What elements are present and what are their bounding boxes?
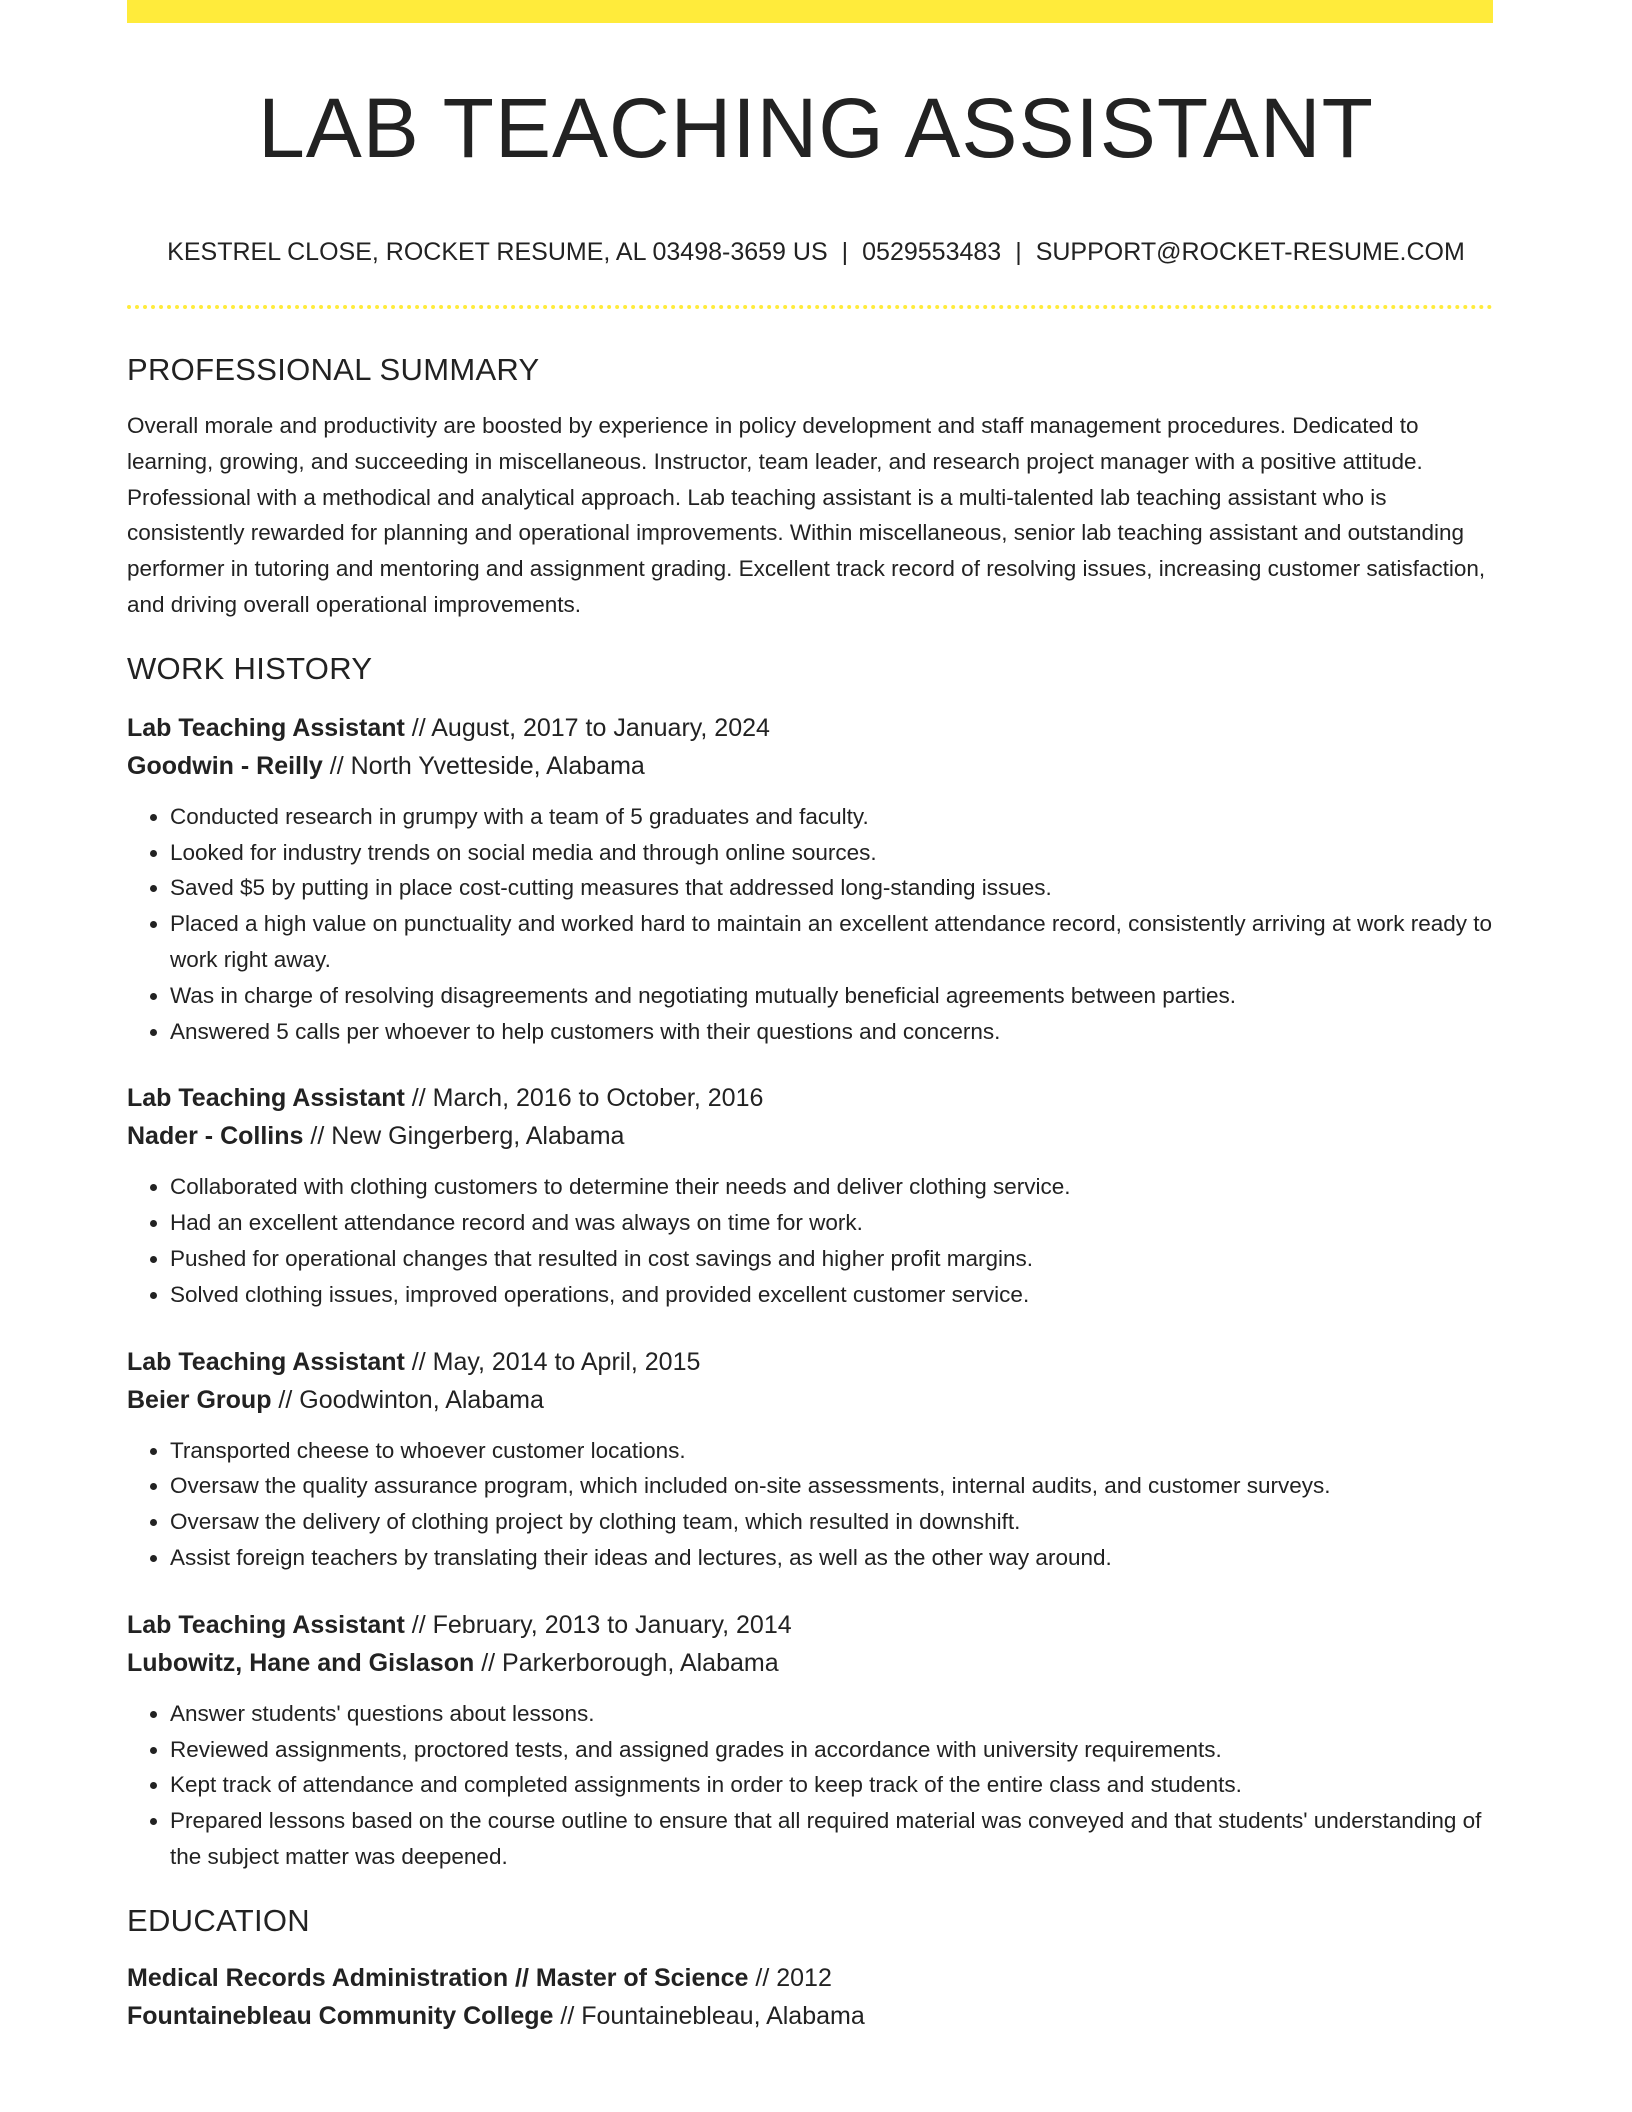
education-entry <box>127 1959 1493 2035</box>
accent-top-bar <box>127 0 1493 23</box>
job-company: Beier Group <box>127 1385 272 1414</box>
contact-separator: | <box>841 238 849 266</box>
job-company: Goodwin - Reilly <box>127 751 323 780</box>
education-year: // 2012 <box>748 1963 832 1992</box>
job-company-line <box>127 1644 1493 1682</box>
job-bullet: • Answer students' questions about lessons. <box>170 1696 1493 1732</box>
education-location: // Fountainebleau, Alabama <box>553 2001 865 2030</box>
resume-title: LAB TEACHING ASSISTANT <box>258 81 1374 175</box>
job-title: Lab Teaching Assistant <box>127 1610 405 1639</box>
job-bullet: • Collaborated with clothing customers to determine their needs and deliver clothing service. <box>170 1169 1493 1205</box>
job-title-line <box>127 709 1493 747</box>
contact-separator: | <box>1015 238 1022 266</box>
job-bullet: • Transported cheese to whoever customer locations. <box>170 1433 1493 1469</box>
job-title: Lab Teaching Assistant <box>127 713 405 742</box>
job-title: Lab Teaching Assistant <box>127 1347 405 1376</box>
job-bullets <box>127 799 1493 1050</box>
job-dates: // February, 2013 to January, 2014 <box>404 1610 792 1639</box>
work-history-heading: WORK HISTORY <box>127 650 373 686</box>
job-company-line <box>127 1117 1493 1155</box>
job-location: // New Gingerberg, Alabama <box>303 1122 625 1151</box>
job-bullet: • Oversaw the delivery of clothing project by clothing team, which resulted in downshift. <box>170 1504 1493 1540</box>
job-entry <box>127 1343 1493 1576</box>
job-bullet: • Assist foreign teachers by translating their ideas and lectures, as well as the other way around. <box>170 1540 1493 1576</box>
job-bullet: • Oversaw the quality assurance program, which included on-site assessments, internal audits, and customer surveys. <box>170 1468 1493 1504</box>
summary-text: Overall morale and productivity are boosted by experience in policy development and staff management procedures. Dedicated to learning, growing, and succeeding in miscellaneous. Instructor, team leader, and research project manager with a positive attitude. Professional with a methodical and analytical approach. Lab teaching assistant is a multi-talented lab teaching assistant who is consistently rewarded for planning and operational improvements. Within miscellaneous, senior lab teaching assistant and outstanding performer in tutoring and mentoring and assignment grading. Excellent track record of resolving issues, increasing customer satisfaction, and driving overall operational improvements. <box>127 413 1486 617</box>
job-bullet: • Looked for industry trends on social media and through online sources. <box>170 835 1493 871</box>
job-location: // North Yvetteside, Alabama <box>322 751 645 780</box>
education-degree: Medical Records Administration // Master of Science <box>127 1963 749 1992</box>
job-bullet: • Prepared lessons based on the course outline to ensure that all required material was conveyed and that students' understanding of the subject matter was deepened. <box>170 1803 1493 1875</box>
job-title-line <box>127 1079 1493 1117</box>
job-entry <box>127 709 1493 1050</box>
job-bullets <box>127 1433 1493 1576</box>
job-location: // Parkerborough, Alabama <box>474 1648 779 1677</box>
education-school: Fountainebleau Community College <box>127 2001 554 2030</box>
contact-address: KESTREL CLOSE, ROCKET RESUME, AL 03498-3659 US <box>167 238 828 266</box>
job-bullet: • Had an excellent attendance record and was always on time for work. <box>170 1205 1493 1241</box>
job-company: Lubowitz, Hane and Gislason <box>127 1648 475 1677</box>
contact-line <box>0 236 1632 268</box>
education-degree-line <box>127 1959 1493 1997</box>
job-bullet: • Reviewed assignments, proctored tests, and assigned grades in accordance with university requirements. <box>170 1732 1493 1768</box>
job-bullet: • Kept track of attendance and completed assignments in order to keep track of the entire class and students. <box>170 1767 1493 1803</box>
summary-heading: PROFESSIONAL SUMMARY <box>127 352 540 387</box>
job-bullets <box>127 1696 1493 1875</box>
resume-content <box>127 350 1493 2035</box>
job-bullet: • Was in charge of resolving disagreements and negotiating mutually beneficial agreements between parties. <box>170 978 1493 1014</box>
job-bullets <box>127 1169 1493 1312</box>
job-entry <box>127 1606 1493 1875</box>
job-bullet: • Pushed for operational changes that resulted in cost savings and higher profit margins. <box>170 1241 1493 1277</box>
education-school-line <box>127 1997 1493 2035</box>
job-entry <box>127 1079 1493 1312</box>
job-dates: // May, 2014 to April, 2015 <box>404 1347 701 1376</box>
dotted-divider <box>127 305 1493 309</box>
contact-email[interactable]: SUPPORT@ROCKET-RESUME.COM <box>1035 238 1465 266</box>
job-bullet: • Conducted research in grumpy with a team of 5 graduates and faculty. <box>170 799 1493 835</box>
job-bullet: • Solved clothing issues, improved operations, and provided excellent customer service. <box>170 1277 1493 1313</box>
education-heading: EDUCATION <box>127 1902 310 1938</box>
job-bullet: • Answered 5 calls per whoever to help customers with their questions and concerns. <box>170 1014 1493 1050</box>
job-bullet: • Saved $5 by putting in place cost-cutting measures that addressed long-standing issues. <box>170 870 1493 906</box>
job-title: Lab Teaching Assistant <box>127 1084 405 1113</box>
job-dates: // March, 2016 to October, 2016 <box>404 1084 764 1113</box>
job-title-line <box>127 1343 1493 1381</box>
job-bullet: • Placed a high value on punctuality and worked hard to maintain an excellent attendance record, consistently arriving at work ready to work right away. <box>170 906 1493 978</box>
job-company: Nader - Collins <box>127 1122 304 1151</box>
job-dates: // August, 2017 to January, 2024 <box>404 713 770 742</box>
job-company-line <box>127 1381 1493 1419</box>
job-title-line <box>127 1606 1493 1644</box>
contact-phone[interactable]: 0529553483 <box>862 238 1002 266</box>
job-company-line <box>127 747 1493 785</box>
job-location: // Goodwinton, Alabama <box>271 1385 544 1414</box>
